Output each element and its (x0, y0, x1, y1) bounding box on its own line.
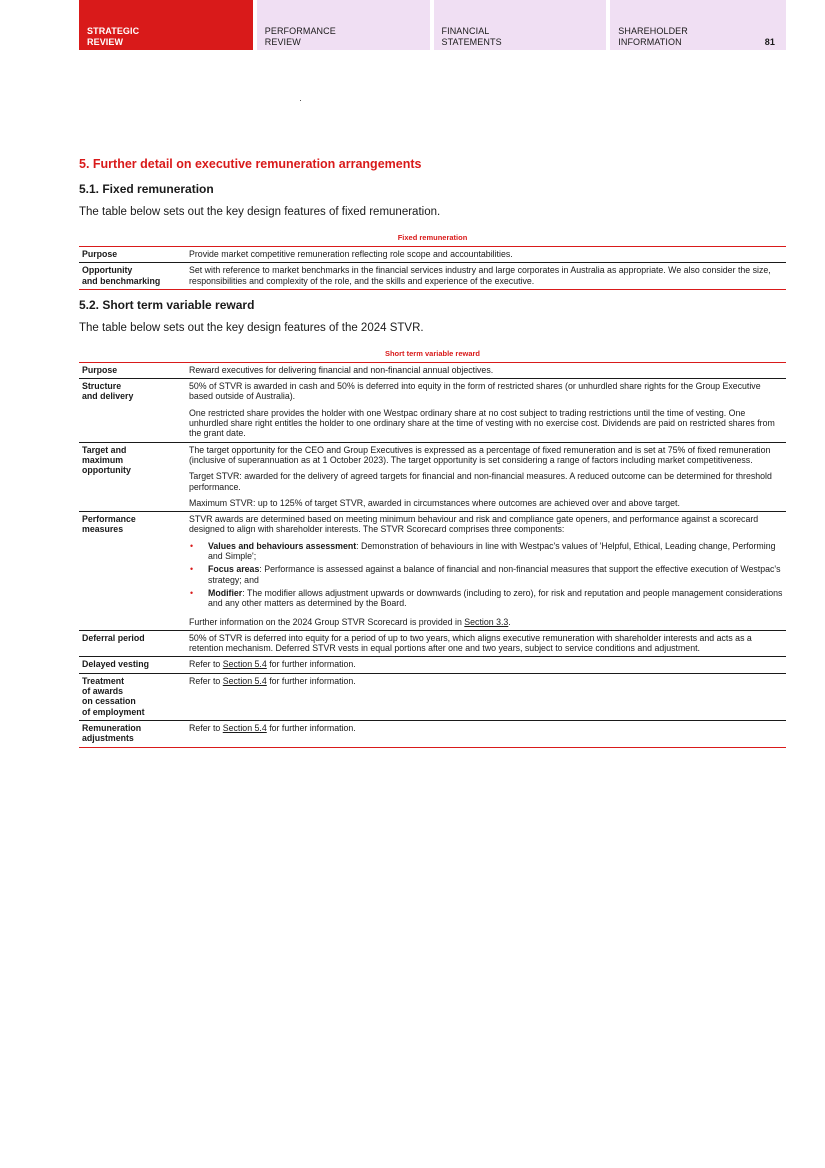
row-value: 50% of STVR is deferred into equity for a period of up to two years, which aligns executive remuneration with shareholder interests and acts as a retention mechanism. Deferred STVR vests in equal portions after one and two years, subject to service conditions and adjustment. (184, 630, 786, 657)
row-label-line: and benchmarking (82, 275, 161, 286)
stvr-table-caption: Short term variable reward (79, 349, 786, 363)
list-item (189, 564, 786, 585)
text-span: Further information on the 2024 Group STVR Scorecard is provided in (189, 616, 465, 627)
nav-tab-performance-review[interactable] (257, 0, 430, 50)
list-item-term: Modifier (208, 587, 243, 598)
row-paragraph: STVR awards are determined based on meeting minimum behaviour and risk and compliance gate openers, and performance against a scorecard designed to align with shareholder interests. The STVR Scorecard comprises three components: (189, 514, 759, 535)
stvr-intro: The table below sets out the key design features of the 2024 STVR. (79, 321, 424, 334)
section-3-3-link[interactable]: Section 3.3 (464, 616, 509, 627)
table-row (79, 512, 786, 631)
row-label: Deferral period (79, 630, 184, 657)
row-label-line: Performance (82, 514, 136, 525)
nav-tab-line: FINANCIAL (441, 26, 490, 36)
row-value (184, 657, 786, 673)
bullet-icon: • (190, 564, 194, 575)
table-row (79, 442, 786, 511)
table-row (79, 263, 786, 290)
nav-tab-line: STATEMENTS (441, 36, 502, 47)
nav-tab-line: REVIEW (87, 36, 124, 47)
page-content (79, 157, 786, 748)
row-label-line: Target and (82, 444, 127, 455)
row-paragraph: One restricted share provides the holder with one Westpac ordinary share at no cost subject to trading restrictions until the time of vesting. One unhurdled share right entitles the holder to one ordinary share at the time of vesting with no exercise cost. Dividends are paid on restricted shares from the grant date. (189, 407, 775, 439)
table-row (79, 379, 786, 442)
row-label (79, 442, 184, 511)
row-label: Purpose (79, 363, 184, 379)
row-label-line: Remuneration (82, 722, 142, 733)
list-item (189, 541, 786, 562)
scorecard-list (189, 541, 786, 609)
row-value: Set with reference to market benchmarks in the financial services industry and large corporates in Australia as appropriate. We also consider the size, responsibilities and complexity of the role, and the skills and experience of the executive. (184, 263, 786, 290)
row-value: Reward executives for delivering financial and non-financial annual objectives. (184, 363, 786, 379)
row-label: Delayed vesting (79, 657, 184, 673)
section-5-4-link[interactable]: Section 5.4 (222, 659, 267, 670)
section-nav (79, 0, 786, 50)
nav-tab-shareholder-information[interactable] (610, 0, 786, 50)
stray-dot (300, 100, 301, 101)
stvr-title: 5.2. Short term variable reward (79, 297, 255, 312)
bullet-icon: • (190, 587, 194, 598)
row-value (184, 720, 786, 747)
row-label: Purpose (79, 247, 184, 263)
stvr-table (79, 363, 786, 748)
row-label-line: and delivery (82, 391, 134, 402)
text-span: for further information. (266, 675, 356, 686)
list-item-term: Values and behaviours assessment (208, 540, 357, 551)
section-heading: 5. Further detail on executive remuneration arrangements (79, 157, 422, 171)
row-label (79, 673, 184, 720)
text-span: for further information. (266, 722, 356, 733)
fixed-remuneration-table (79, 247, 786, 290)
text-span: Refer to (189, 722, 223, 733)
nav-tab-line: INFORMATION (618, 36, 682, 47)
row-paragraph: Maximum STVR: up to 125% of target STVR, awarded in circumstances where outcomes are achieved over and above target. (189, 497, 680, 508)
row-label-line: on cessation (82, 696, 136, 707)
section-5-4-link[interactable]: Section 5.4 (222, 722, 267, 733)
row-label-line: maximum (82, 454, 124, 465)
row-paragraph (189, 617, 786, 627)
row-label-line: Opportunity (82, 265, 133, 276)
row-value (184, 512, 786, 631)
row-label (79, 263, 184, 290)
page-number: 81 (764, 37, 775, 47)
list-item (189, 588, 786, 609)
text-span: . (508, 616, 511, 627)
list-item-text: : Demonstration of behaviours in line with Westpac's values of 'Helpful, Ethical, Leading change, Performing and Simple'; (208, 540, 776, 562)
row-paragraph: The target opportunity for the CEO and Group Executives is expressed as a percentage of fixed remuneration and is set at 75% of fixed remuneration (inclusive of superannuation as at 1 October 2023). The target opportunity is set considering a range of factors including market competitiveness. (189, 444, 771, 465)
nav-tab-line: PERFORMANCE (264, 26, 336, 36)
text-span: Refer to (189, 675, 223, 686)
fixed-remuneration-intro: The table below sets out the key design features of fixed remuneration. (79, 206, 441, 218)
row-label-line: measures (82, 524, 124, 535)
row-label-line: adjustments (82, 733, 134, 744)
row-value: Provide market competitive remuneration reflecting role scope and accountabilities. (184, 247, 786, 263)
row-label-line: of employment (82, 706, 145, 717)
table-row (79, 630, 786, 657)
fixed-remuneration-title: 5.1. Fixed remuneration (79, 182, 214, 196)
row-paragraph: Target STVR: awarded for the delivery of agreed targets for financial and non-financial measures. A reduced outcome can be determined for threshold performance. (189, 471, 772, 492)
row-value (184, 673, 786, 720)
row-value (184, 442, 786, 511)
nav-tab-line: REVIEW (264, 36, 301, 47)
nav-tab-financial-statements[interactable] (434, 0, 607, 50)
table-row (79, 247, 786, 263)
list-item-text: : Performance is assessed against a balance of financial and non-financial measures that support the effective execution of Westpac's strategy; and (208, 564, 781, 585)
row-label-line: Treatment (82, 675, 125, 686)
row-label-line: of awards (82, 686, 124, 697)
row-label (79, 512, 184, 631)
table-row (79, 720, 786, 747)
bullet-icon: • (190, 540, 194, 551)
list-item-text: : The modifier allows adjustment upwards or downwards (including to zero), for risk and reputation and people management considerations and any other matters as determined by the Board. (208, 587, 783, 609)
table-row (79, 363, 786, 379)
list-item-term: Focus areas (208, 564, 260, 575)
nav-tab-line: STRATEGIC (87, 26, 140, 36)
text-span: Refer to (189, 659, 223, 670)
table-row (79, 657, 786, 673)
row-value (184, 379, 786, 442)
row-label (79, 720, 184, 747)
table-row (79, 673, 786, 720)
fixed-table-caption: Fixed remuneration (79, 233, 786, 247)
row-label-line: Structure (82, 381, 122, 392)
section-5-4-link[interactable]: Section 5.4 (222, 675, 267, 686)
nav-tab-strategic-review[interactable] (79, 0, 253, 50)
text-span: for further information. (266, 659, 356, 670)
row-label-line: opportunity (82, 465, 131, 476)
row-paragraph: 50% of STVR is awarded in cash and 50% is deferred into equity in the form of restricted shares (or unhurdled share rights for the Group Executive based outside of Australia). (189, 381, 761, 402)
nav-tab-line: SHAREHOLDER (618, 26, 688, 36)
row-label (79, 379, 184, 442)
